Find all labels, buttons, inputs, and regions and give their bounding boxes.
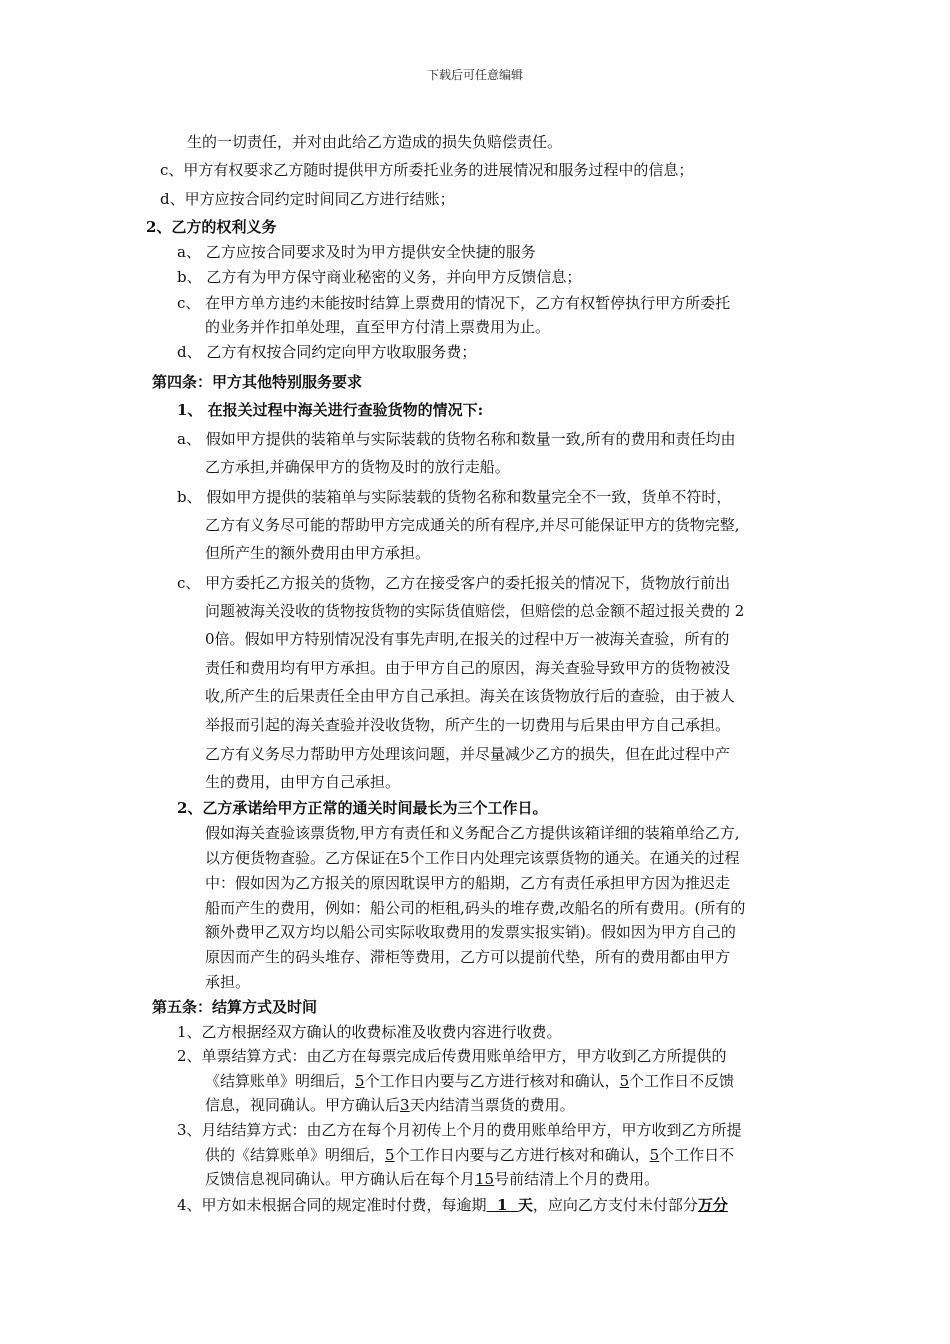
text-line: c、甲方有权要求乙方随时提供甲方所委托业务的进展情况和服务过程中的信息； (160, 161, 694, 179)
article-heading: 第五条：结算方式及时间 (152, 998, 318, 1016)
article-heading: 第四条：甲方其他特别服务要求 (152, 373, 363, 391)
text-line: d、 乙方有权按合同约定向甲方收取服务费； (177, 343, 477, 361)
text-line: 问题被海关没收的货物按货物的实际货值赔偿，但赔偿的总金额不超过报关费的 2 (205, 602, 745, 620)
text-line: 乙方有义务尽可能的帮助甲方完成通关的所有程序,并尽可能保证甲方的货物完整, (205, 516, 740, 534)
text-line: b、 假如甲方提供的装箱单与实际装载的货物名称和数量完全不一致，货单不符时， (177, 488, 732, 506)
text-line: 的业务并作扣单处理，直至甲方付清上票费用为止。 (205, 318, 551, 336)
text-line: 中：假如因为乙方报关的原因耽误甲方的船期，乙方有责任承担甲方因为推迟走 (205, 874, 731, 892)
text-line: 生的一切责任，并对由此给乙方造成的损失负赔偿责任。 (187, 133, 563, 151)
text-line: b、 乙方有为甲方保守商业秘密的义务，并向甲方反馈信息； (177, 268, 582, 286)
text-line: c、 甲方委托乙方报关的货物，乙方在接受客户的委托报关的情况下，货物放行前出 (177, 574, 731, 592)
underlined-value: 3 (400, 1096, 410, 1114)
text-line: 乙方承担,并确保甲方的货物及时的放行走船。 (205, 458, 510, 476)
text-line: d、甲方应按合同约定时间同乙方进行结账； (160, 190, 455, 208)
text-line: 信息，视同确认。甲方确认后3天内结清当票货的费用。 (205, 1096, 575, 1114)
text-line: 1、乙方根据经双方确认的收费标准及收费内容进行收费。 (177, 1023, 562, 1041)
text-line: 生的费用，由甲方自己承担。 (205, 773, 401, 791)
text-line: 4、甲方如未根据合同的规定准时付费，每逾期 1 天，应向乙方支付未付部分万分 (177, 1196, 728, 1214)
text-line: 船而产生的费用，例如：船公司的柜租,码头的堆存费,改船名的所有费用。(所有的 (205, 899, 746, 917)
text-line: 2、单票结算方式：由乙方在每票完成后传费用账单给甲方，甲方收到乙方所提供的 (177, 1047, 727, 1065)
text-line: 《结算账单》明细后，5个工作日内要与乙方进行核对和确认，5个工作日不反馈 (205, 1072, 735, 1090)
text-line: 以方便货物查验。乙方保证在5个工作日内处理完该票货物的通关。在通关的过程 (205, 849, 740, 867)
text-line: a、 假如甲方提供的装箱单与实际装载的货物名称和数量一致,所有的费用和责任均由 (177, 430, 736, 448)
underlined-value: 万分 (697, 1196, 728, 1214)
underlined-value: 1 (486, 1196, 518, 1214)
underlined-value: 15 (475, 1170, 495, 1188)
text-line: 3、月结结算方式：由乙方在每个月初传上个月的费用账单给甲方，甲方收到乙方所提 (177, 1121, 742, 1139)
sub-heading: 1、 在报关过程中海关进行查验货物的情况下: (177, 401, 484, 419)
text-line: 收,所产生的后果责任全由甲方自己承担。海关在该货物放行后的查验，由于被人 (205, 687, 735, 705)
text-line: 假如海关查验该票货物,甲方有责任和义务配合乙方提供该箱详细的装箱单给乙方, (205, 824, 740, 842)
text-line: a、 乙方应按合同要求及时为甲方提供安全快捷的服务 (177, 243, 536, 261)
underlined-value: 5 (649, 1146, 660, 1164)
sub-heading: 2、乙方承诺给甲方正常的通关时间最长为三个工作日。 (177, 799, 548, 817)
text-line: 举报而引起的海关查验并没收货物，所产生的一切费用与后果由甲方自己承担。 (205, 716, 731, 734)
text-line: 乙方有义务尽力帮助甲方处理该问题，并尽量减少乙方的损失，但在此过程中产 (205, 745, 731, 763)
underlined-value: 5 (385, 1146, 395, 1164)
text-line: 但所产生的额外费用由甲方承担。 (205, 544, 431, 562)
text-line: 原因而产生的码头堆存、滞柜等费用，乙方可以提前代垫，所有的费用都由甲方 (205, 948, 731, 966)
text-line: 额外费甲乙双方均以船公司实际收取费用的发票实报实销)。假如因为甲方自己的 (205, 923, 736, 941)
section-heading: 2、乙方的权利义务 (146, 218, 277, 236)
text-line: 责任和费用均有甲方承担。由于甲方自己的原因，海关查验导致甲方的货物被没 (205, 659, 731, 677)
text-line: 反馈信息视同确认。甲方确认后在每个月15号前结清上个月的费用。 (205, 1170, 660, 1188)
text-line: 0倍。假如甲方特别情况没有事先声明,在报关的过程中万一被海关查验，所有的 (205, 630, 730, 648)
underlined-value: 5 (619, 1072, 630, 1090)
text-line: 承担。 (205, 973, 251, 991)
text-line: 供的《结算账单》明细后，5个工作日内要与乙方进行核对和确认，5个工作日不 (205, 1146, 735, 1164)
text-line: c、 在甲方单方违约未能按时结算上票费用的情况下，乙方有权暂停执行甲方所委托 (177, 294, 731, 312)
page-header: 下载后可任意编辑 (426, 68, 523, 82)
underlined-value: 5 (355, 1072, 365, 1090)
